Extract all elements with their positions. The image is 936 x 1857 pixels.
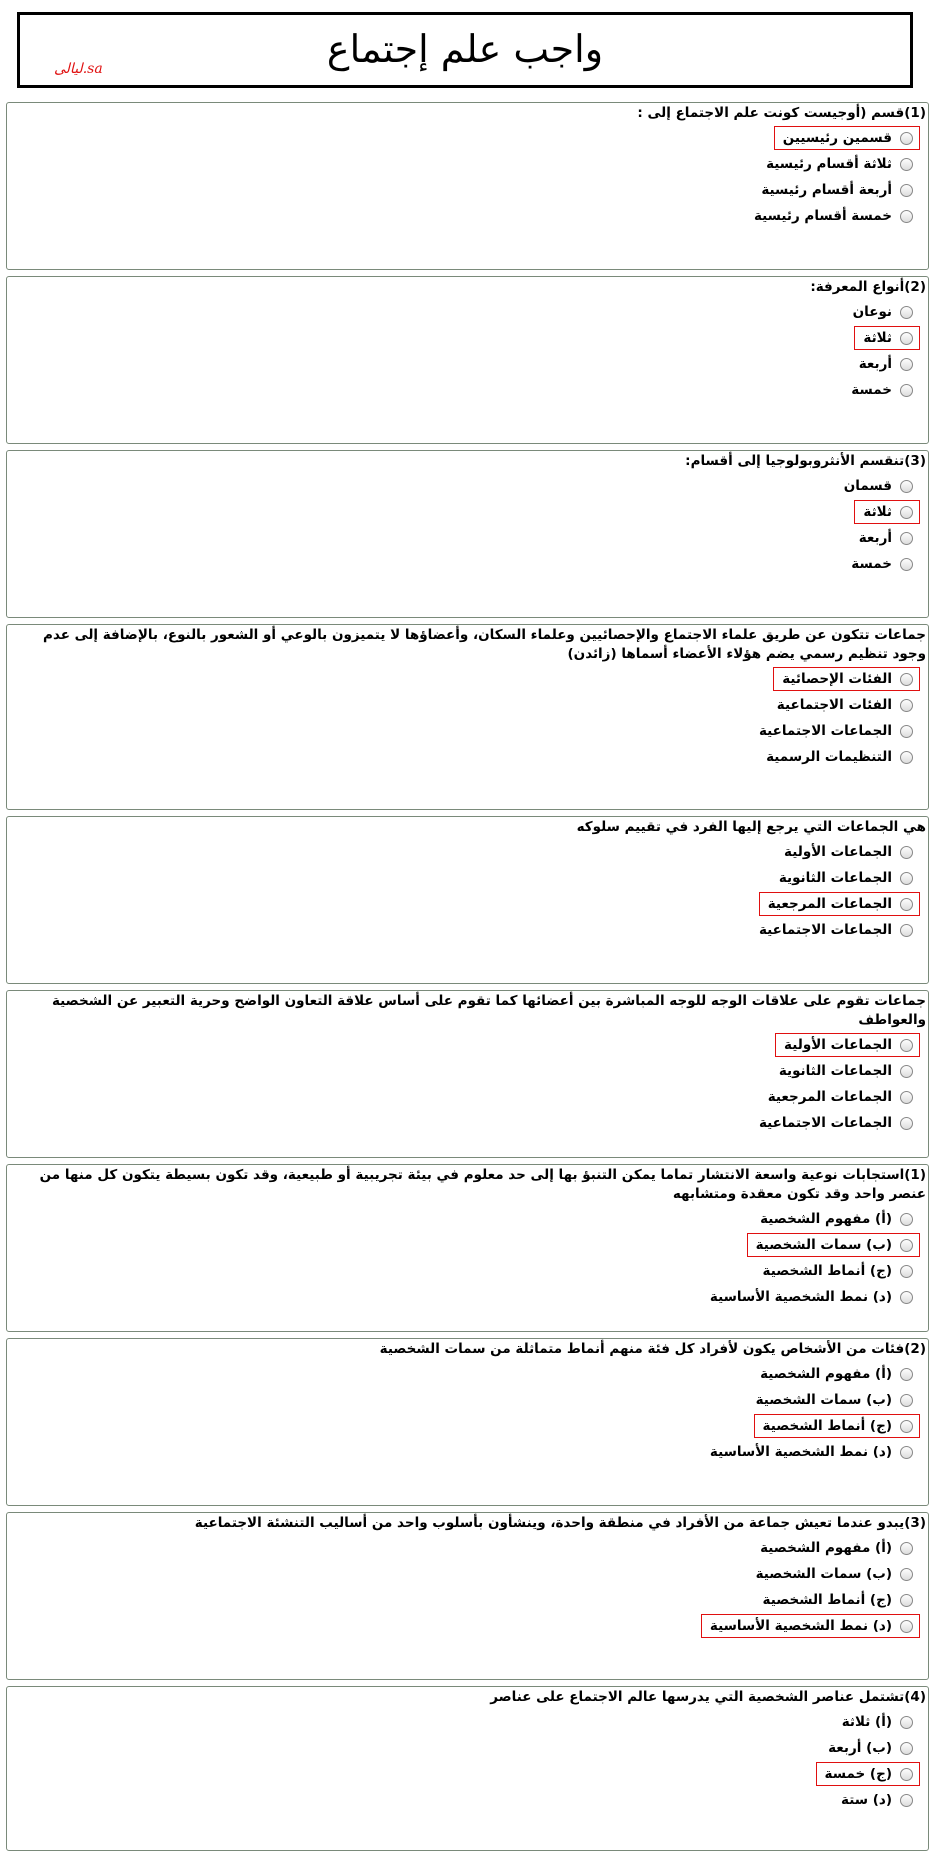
options-list — [7, 839, 928, 943]
answer-option[interactable] — [850, 526, 920, 550]
options-list — [7, 1032, 928, 1136]
radio-button[interactable] — [900, 1794, 913, 1807]
correct-answer-option[interactable] — [775, 1033, 920, 1057]
option-row — [7, 718, 920, 744]
answer-option[interactable] — [750, 1111, 920, 1135]
option-row — [7, 525, 920, 551]
answer-option[interactable] — [754, 1588, 920, 1612]
option-label: الفئات الاجتماعية — [776, 697, 892, 713]
option-row — [7, 1787, 920, 1813]
option-row — [7, 499, 920, 525]
question-text: (4)تشتمل عناصر الشخصية التي يدرسها عالم الاجتماع على عناصر — [490, 1689, 926, 1705]
option-row — [7, 1232, 920, 1258]
answer-option[interactable] — [850, 352, 920, 376]
option-row — [7, 891, 920, 917]
option-row — [7, 1084, 920, 1110]
answer-option[interactable] — [832, 1788, 920, 1812]
option-row — [7, 1413, 920, 1439]
option-row — [7, 125, 920, 151]
radio-button[interactable] — [900, 480, 913, 493]
radio-button[interactable] — [900, 158, 913, 171]
correct-answer-option[interactable] — [773, 667, 920, 691]
option-row — [7, 151, 920, 177]
correct-answer-option[interactable] — [854, 326, 920, 350]
option-label: أربعة — [858, 356, 892, 372]
radio-button[interactable] — [900, 1091, 913, 1104]
question-text: (3)يبدو عندما تعيش جماعة من الأفراد في منطقة واحدة، وينشأون بأسلوب واحد من أساليب التنشئة الاجتماعية — [194, 1515, 926, 1531]
question-text: (2)أنواع المعرفة: — [810, 279, 926, 295]
radio-button[interactable] — [900, 384, 913, 397]
radio-button[interactable] — [900, 1265, 913, 1278]
option-row — [7, 299, 920, 325]
answer-option[interactable] — [770, 866, 920, 890]
radio-button[interactable] — [900, 673, 913, 686]
option-label: الجماعات الأولية — [784, 1037, 892, 1053]
radio-button[interactable] — [900, 358, 913, 371]
option-row — [7, 325, 920, 351]
option-label: (أ) ثلاثة — [841, 1714, 892, 1730]
option-label: (د) نمط الشخصية الأساسية — [709, 1444, 892, 1460]
option-label: الجماعات الثانوية — [778, 870, 892, 886]
option-label: (أ) مفهوم الشخصية — [760, 1540, 892, 1556]
correct-answer-option[interactable] — [701, 1614, 920, 1638]
radio-button[interactable] — [900, 1039, 913, 1052]
radio-button[interactable] — [900, 1542, 913, 1555]
option-label: (ج) أنماط الشخصية — [762, 1592, 892, 1608]
question-box — [6, 816, 929, 984]
radio-button[interactable] — [900, 506, 913, 519]
option-label: (د) ستة — [841, 1792, 892, 1808]
option-row — [7, 1587, 920, 1613]
radio-button[interactable] — [900, 725, 913, 738]
correct-answer-option[interactable] — [747, 1233, 920, 1257]
option-row — [7, 1439, 920, 1465]
question-box — [6, 102, 929, 270]
option-label: الجماعات الأولية — [784, 844, 892, 860]
radio-button[interactable] — [900, 1117, 913, 1130]
radio-button[interactable] — [900, 1420, 913, 1433]
page-header — [17, 12, 913, 88]
option-label: الفئات الإحصائية — [782, 671, 892, 687]
option-label: (ج) خمسة — [824, 1766, 892, 1782]
answer-option[interactable] — [833, 1710, 920, 1734]
author-signature: ليالى.sa — [54, 61, 103, 77]
radio-button[interactable] — [900, 332, 913, 345]
options-list — [7, 299, 928, 403]
radio-button[interactable] — [900, 1620, 913, 1633]
options-list — [7, 1535, 928, 1639]
radio-button[interactable] — [900, 751, 913, 764]
correct-answer-option[interactable] — [774, 126, 920, 150]
option-label: قسمان — [843, 478, 892, 494]
option-row — [7, 839, 920, 865]
option-label: قسمين رئيسيين — [782, 130, 892, 146]
answer-option[interactable] — [757, 745, 920, 769]
option-row — [7, 865, 920, 891]
answer-option[interactable] — [842, 378, 920, 402]
radio-button[interactable] — [900, 1568, 913, 1581]
answer-option[interactable] — [759, 1085, 920, 1109]
correct-answer-option[interactable] — [759, 892, 920, 916]
radio-button[interactable] — [900, 846, 913, 859]
option-label: أربعة — [858, 530, 892, 546]
option-label: الجماعات الاجتماعية — [758, 723, 892, 739]
question-box — [6, 276, 929, 444]
option-label: (أ) مفهوم الشخصية — [760, 1366, 892, 1382]
option-row — [7, 666, 920, 692]
option-row — [7, 377, 920, 403]
answer-option[interactable] — [770, 1059, 920, 1083]
option-label: الجماعات المرجعية — [767, 896, 892, 912]
option-row — [7, 1361, 920, 1387]
option-row — [7, 177, 920, 203]
radio-button[interactable] — [900, 1394, 913, 1407]
question-box — [6, 624, 929, 810]
option-label: خمسة — [851, 556, 892, 572]
radio-button[interactable] — [900, 872, 913, 885]
options-list — [7, 125, 928, 229]
option-label: (أ) مفهوم الشخصية — [760, 1211, 892, 1227]
radio-button[interactable] — [900, 924, 913, 937]
option-row — [7, 473, 920, 499]
answer-option[interactable] — [754, 1259, 920, 1283]
correct-answer-option[interactable] — [754, 1414, 920, 1438]
answer-option[interactable] — [842, 552, 920, 576]
option-row — [7, 744, 920, 770]
option-label: الجماعات المرجعية — [767, 1089, 892, 1105]
option-label: ثلاثة — [863, 504, 892, 520]
question-text: (1)قسم (أوجيست كونت علم الاجتماع إلى : — [637, 105, 926, 121]
option-row — [7, 1613, 920, 1639]
question-box — [6, 1338, 929, 1506]
option-row — [7, 551, 920, 577]
option-label: ثلاثة — [863, 330, 892, 346]
option-row — [7, 1561, 920, 1587]
option-label: (ج) أنماط الشخصية — [762, 1263, 892, 1279]
option-label: التنظيمات الرسمية — [766, 749, 892, 765]
radio-button[interactable] — [900, 1291, 913, 1304]
option-row — [7, 1535, 920, 1561]
option-row — [7, 1206, 920, 1232]
options-list — [7, 1206, 928, 1310]
option-row — [7, 1284, 920, 1310]
option-row — [7, 692, 920, 718]
radio-button[interactable] — [900, 1368, 913, 1381]
radio-button[interactable] — [900, 1213, 913, 1226]
radio-button[interactable] — [900, 210, 913, 223]
option-label: الجماعات الاجتماعية — [758, 1115, 892, 1131]
options-list — [7, 1361, 928, 1465]
option-label: نوعان — [852, 304, 892, 320]
radio-button[interactable] — [900, 1065, 913, 1078]
radio-button[interactable] — [900, 132, 913, 145]
answer-option[interactable] — [701, 1285, 920, 1309]
option-row — [7, 1709, 920, 1735]
option-label: (د) نمط الشخصية الأساسية — [709, 1618, 892, 1634]
options-list — [7, 473, 928, 577]
answer-option[interactable] — [819, 1736, 920, 1760]
answer-option[interactable] — [747, 1562, 920, 1586]
radio-button[interactable] — [900, 306, 913, 319]
option-label: خمسة أقسام رئيسية — [753, 208, 892, 224]
radio-button[interactable] — [900, 699, 913, 712]
question-text: هي الجماعات التي يرجع إليها الفرد في تقييم سلوكه — [576, 819, 926, 835]
option-label: الجماعات الاجتماعية — [758, 922, 892, 938]
answer-option[interactable] — [835, 474, 920, 498]
option-label: (ب) سمات الشخصية — [755, 1392, 892, 1408]
option-row — [7, 1761, 920, 1787]
option-label: ثلاثة أقسام رئيسية — [766, 156, 892, 172]
option-label: أربعة أقسام رئيسية — [761, 182, 892, 198]
question-text: (1)استجابات نوعية واسعة الانتشار تماما يمكن التنبؤ بها إلى حد معلوم في بيئة تجريبية أو طبيعية، وقد تكون بسيطة يتكون كل منها من عنصر واحد وقد تكون معقدة ومتشابهه — [39, 1167, 926, 1202]
page-title: واجب علم إجتماع — [326, 27, 604, 71]
question-box — [6, 1512, 929, 1680]
answer-option[interactable] — [751, 1207, 920, 1231]
question-text: جماعات تقوم على علاقات الوجه للوجه المباشرة بين أعضائها كما تقوم على أساس علاقة التعاون الواضح وحرية التعبير عن الشخصية والعواطف — [51, 993, 926, 1028]
option-row — [7, 203, 920, 229]
option-row — [7, 1032, 920, 1058]
option-row — [7, 1110, 920, 1136]
radio-button[interactable] — [900, 1594, 913, 1607]
option-row — [7, 1258, 920, 1284]
question-box — [6, 1164, 929, 1332]
question-text: جماعات تتكون عن طريق علماء الاجتماع والإحصائيين وعلماء السكان، وأعضاؤها لا يتميزون بالوعي أو الشعور بالنوع، بالإضافة إلى عدم وجود تنظيم رسمي يضم هؤلاء الأعضاء أسماها (زائدن) — [43, 627, 926, 662]
answer-option[interactable] — [751, 1362, 920, 1386]
answer-option[interactable] — [757, 152, 920, 176]
options-list — [7, 1709, 928, 1813]
radio-button[interactable] — [900, 1239, 913, 1252]
answer-option[interactable] — [745, 204, 920, 228]
answer-option[interactable] — [750, 918, 920, 942]
radio-button[interactable] — [900, 532, 913, 545]
option-row — [7, 1058, 920, 1084]
option-label: (ب) سمات الشخصية — [755, 1237, 892, 1253]
correct-answer-option[interactable] — [854, 500, 920, 524]
answer-option[interactable] — [750, 719, 920, 743]
radio-button[interactable] — [900, 1768, 913, 1781]
correct-answer-option[interactable] — [816, 1762, 920, 1786]
options-list — [7, 666, 928, 770]
option-row — [7, 1387, 920, 1413]
option-label: (ج) أنماط الشخصية — [762, 1418, 892, 1434]
question-text: (2)فئات من الأشخاص يكون لأفراد كل فئة منهم أنماط متماثلة من سمات الشخصية — [379, 1341, 926, 1357]
answer-option[interactable] — [768, 693, 920, 717]
option-label: خمسة — [851, 382, 892, 398]
option-row — [7, 351, 920, 377]
answer-option[interactable] — [775, 840, 920, 864]
answer-option[interactable] — [752, 178, 920, 202]
answer-option[interactable] — [751, 1536, 920, 1560]
question-box — [6, 990, 929, 1158]
option-row — [7, 1735, 920, 1761]
radio-button[interactable] — [900, 898, 913, 911]
radio-button[interactable] — [900, 1446, 913, 1459]
option-label: الجماعات الثانوية — [778, 1063, 892, 1079]
option-label: (ب) سمات الشخصية — [755, 1566, 892, 1582]
option-label: (ب) أربعة — [828, 1740, 892, 1756]
radio-button[interactable] — [900, 1716, 913, 1729]
radio-button[interactable] — [900, 558, 913, 571]
answer-option[interactable] — [844, 300, 920, 324]
question-box — [6, 450, 929, 618]
answer-option[interactable] — [747, 1388, 920, 1412]
question-text: (3)تنقسم الأنثروبولوجيا إلى أقسام: — [685, 453, 926, 469]
radio-button[interactable] — [900, 1742, 913, 1755]
question-box — [6, 1686, 929, 1851]
answer-option[interactable] — [701, 1440, 920, 1464]
radio-button[interactable] — [900, 184, 913, 197]
option-row — [7, 917, 920, 943]
option-label: (د) نمط الشخصية الأساسية — [709, 1289, 892, 1305]
